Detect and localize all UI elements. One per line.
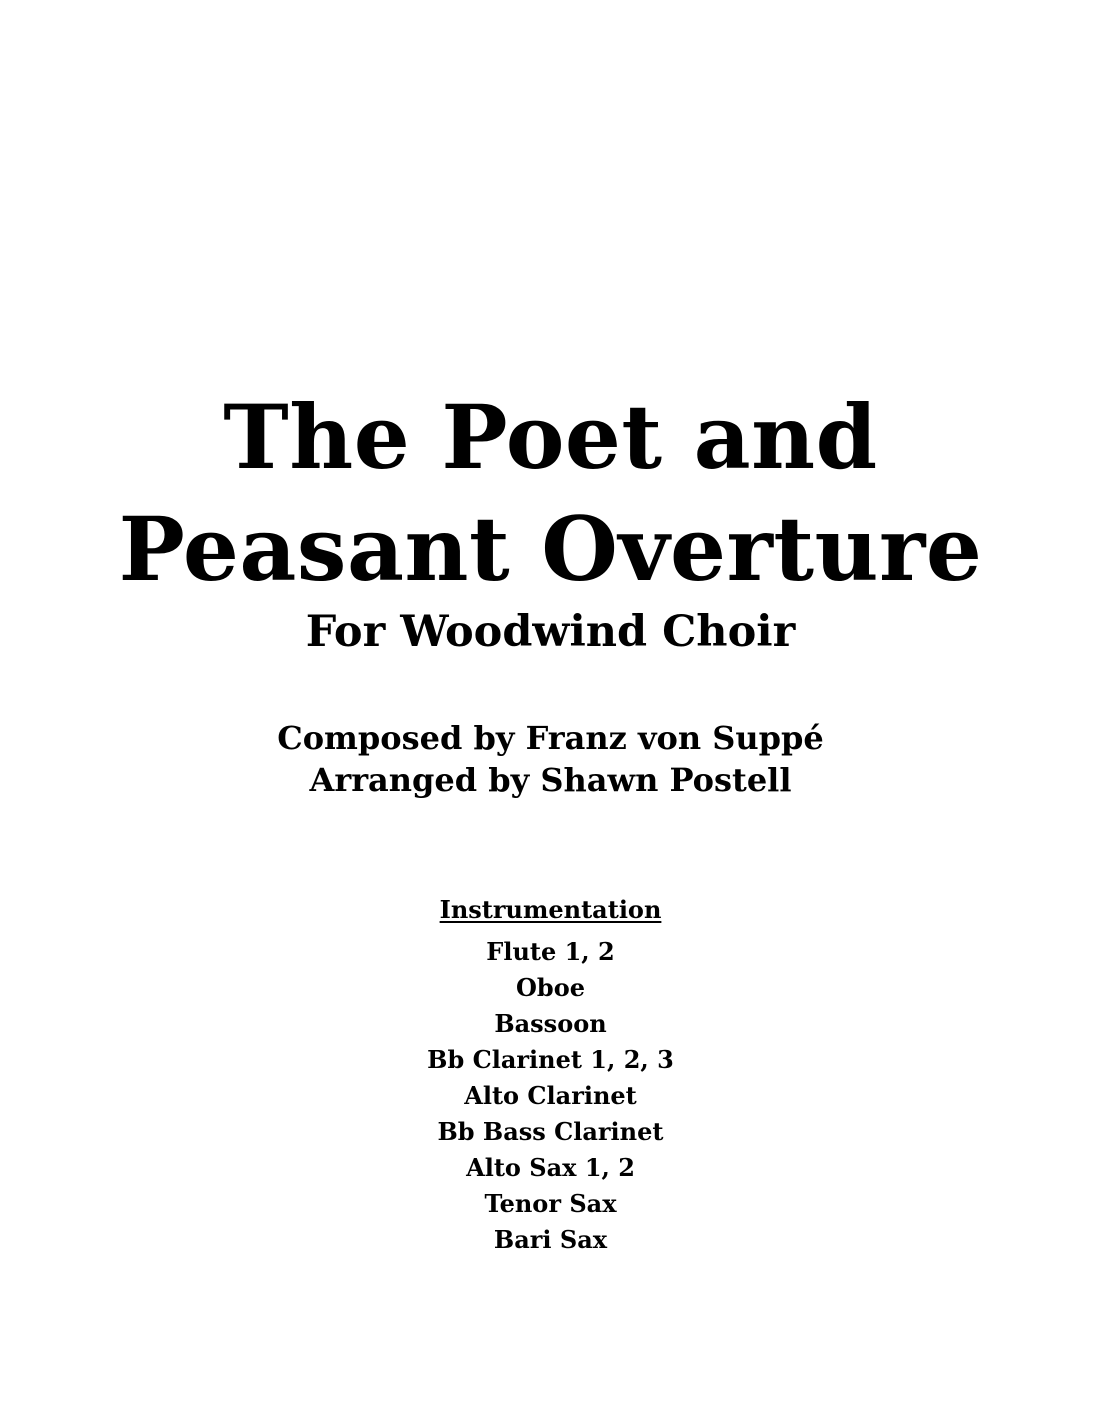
title-line-1: The Poet and (223, 385, 878, 489)
arranger-credit: Arranged by Shawn Postell (309, 761, 792, 799)
instrument-item: Flute 1, 2 (486, 937, 615, 966)
instrument-item: Alto Sax 1, 2 (466, 1153, 635, 1182)
composer-credit: Composed by Franz von Suppé (277, 719, 824, 757)
instrument-item: Alto Clarinet (464, 1081, 637, 1110)
instrumentation-list (0, 934, 1101, 1258)
subtitle: For Woodwind Choir (305, 607, 796, 657)
instrumentation-heading: Instrumentation (439, 895, 662, 924)
instrument-item: Tenor Sax (484, 1189, 617, 1218)
title-line-2: Peasant Overture (118, 497, 983, 601)
instrument-item: Bb Clarinet 1, 2, 3 (427, 1045, 674, 1074)
instrument-item: Bassoon (494, 1009, 607, 1038)
instrument-item: Bb Bass Clarinet (437, 1117, 664, 1146)
instrument-item: Oboe (516, 973, 585, 1002)
instrument-item: Bari Sax (493, 1225, 608, 1254)
